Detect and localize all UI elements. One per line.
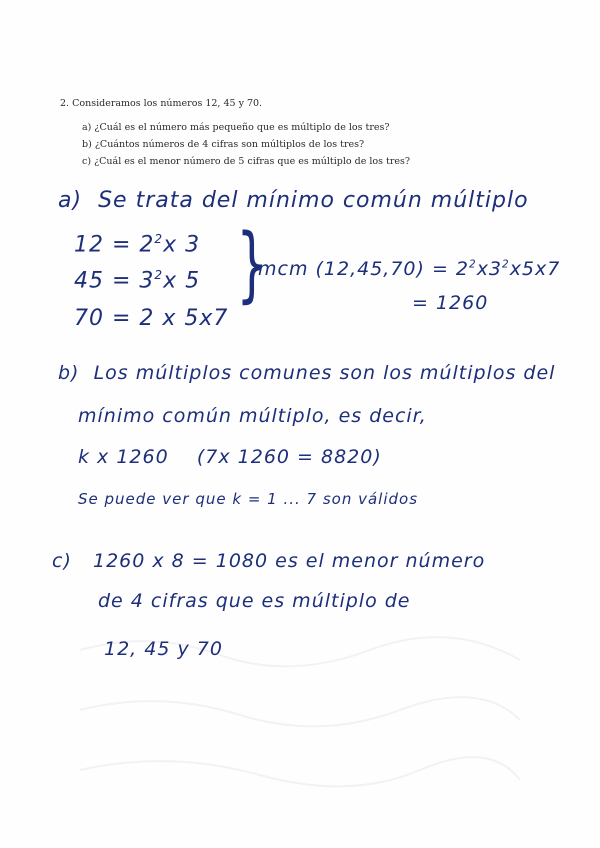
- factorization-12: [74, 232, 200, 257]
- answer-b-example: (7x 1260 = 8820): [196, 446, 382, 468]
- answer-a-text: Se trata del mínimo común múltiplo: [98, 188, 529, 213]
- f12-exp: 2: [154, 232, 164, 246]
- answer-b-line2: mínimo común múltiplo, es decir,: [78, 405, 427, 427]
- answer-b-line1: [58, 362, 555, 384]
- f45-base: 45 = 3: [74, 268, 155, 294]
- brace-symbol: }: [236, 217, 268, 312]
- mcm-mid: x3: [476, 258, 503, 280]
- answer-a-label: a): [58, 188, 83, 213]
- item-text: ¿Cuál es el menor número de 5 cifras que es múltiplo de los tres?: [94, 156, 410, 167]
- answer-a-intro: [58, 188, 529, 213]
- f45-exp: 2: [154, 268, 164, 282]
- f12-rest: x 3: [163, 232, 201, 258]
- answer-c-line3: 12, 45 y 70: [104, 638, 223, 660]
- mcm-exp1: 2: [469, 258, 477, 271]
- problem-item-c: [82, 156, 410, 167]
- answer-c-label: c): [52, 550, 72, 572]
- answer-b-line4: Se puede ver que k = 1 ... 7 son válidos: [78, 490, 419, 508]
- answer-c-text1: 1260 x 8 = 1080 es el menor número: [92, 550, 486, 572]
- factorization-70: 70 = 2 x 5x7: [74, 306, 229, 331]
- bleed-through-marks: [70, 620, 530, 800]
- problem-number: 2.: [60, 98, 70, 109]
- answer-b-text1: Los múltiplos comunes son los múltiplos del: [93, 362, 556, 384]
- mcm-lhs: mcm (12,45,70) = 2: [258, 258, 470, 280]
- f12-base: 12 = 2: [74, 232, 155, 258]
- mcm-exp2: 2: [502, 258, 510, 271]
- answer-b-label: b): [58, 362, 80, 384]
- item-label: b): [82, 139, 92, 150]
- answer-b-line3: [78, 446, 382, 468]
- item-label: a): [82, 122, 92, 133]
- item-text: ¿Cuál es el número más pequeño que es múltiplo de los tres?: [94, 122, 390, 133]
- answer-c-line1: [52, 550, 485, 572]
- mcm-result: = 1260: [412, 292, 489, 314]
- mcm-tail: x5x7: [509, 258, 561, 280]
- item-label: c): [82, 156, 92, 167]
- mcm-expression: [258, 258, 560, 280]
- f45-rest: x 5: [163, 268, 201, 294]
- answer-c-line2: de 4 cifras que es múltiplo de: [98, 590, 411, 612]
- problem-item-a: [82, 122, 389, 133]
- answer-b-kx: k x 1260: [78, 446, 169, 468]
- problem-item-b: [82, 139, 364, 150]
- problem-statement: [60, 98, 262, 109]
- problem-text: Consideramos los números 12, 45 y 70.: [72, 98, 263, 109]
- factorization-45: [74, 268, 200, 293]
- item-text: ¿Cuántos números de 4 cifras son múltiplos de los tres?: [94, 139, 365, 150]
